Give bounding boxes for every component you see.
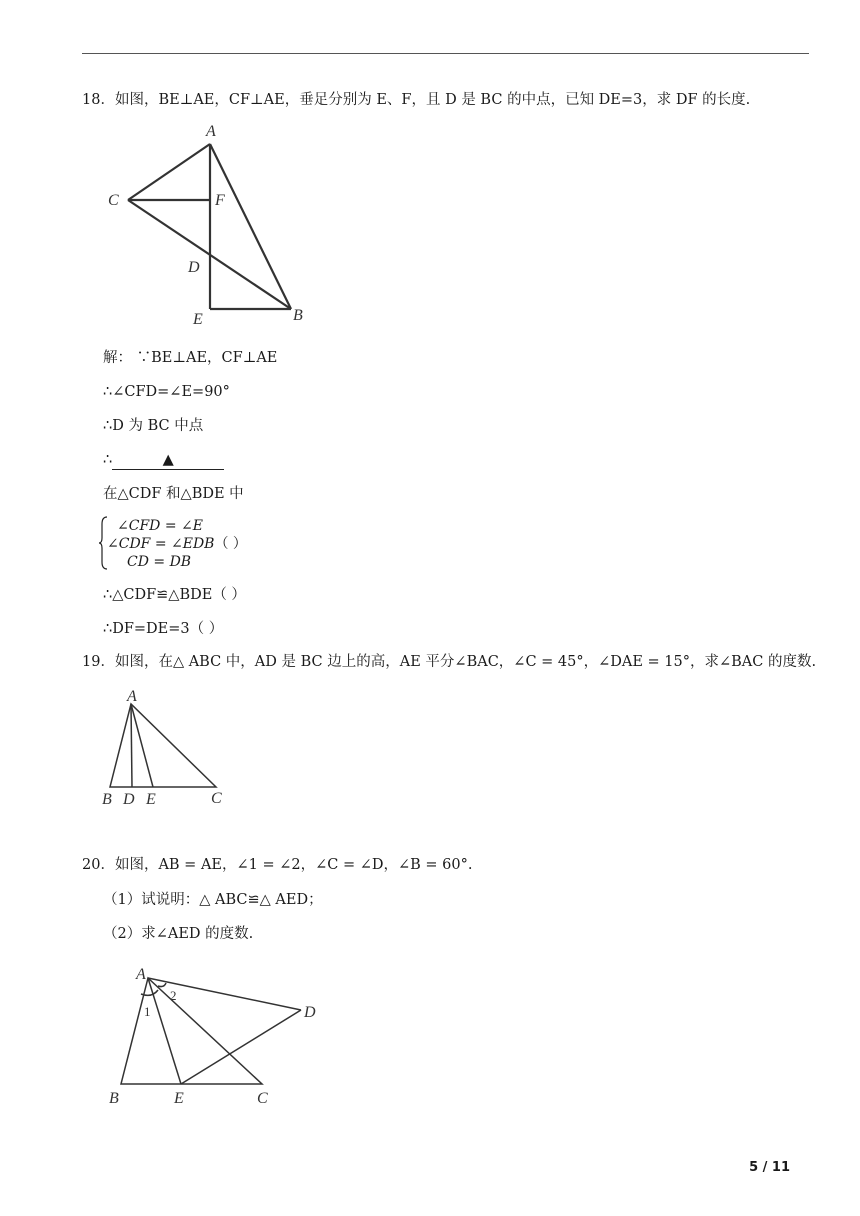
q20-label-E: E bbox=[174, 1090, 184, 1107]
q19-label-C: C bbox=[211, 790, 222, 807]
therefore-symbol: ∴ bbox=[103, 452, 113, 468]
q19-label-B: B bbox=[102, 791, 112, 808]
q19-label-E: E bbox=[146, 791, 156, 808]
q18-label-D: D bbox=[188, 259, 200, 276]
q18-label-F: F bbox=[215, 192, 225, 209]
q20-label-D: D bbox=[304, 1004, 316, 1021]
q20-angle-1: 1 bbox=[144, 1004, 151, 1019]
q19-stem: 19．如图，在△ ABC 中，AD 是 BC 边上的高，AE 平分∠BAC，∠C = 45°，∠DAE = 15°，求∠BAC 的度数. bbox=[82, 654, 817, 670]
system-line3: CD = DB bbox=[127, 554, 192, 570]
q18-solution-line5: 在△CDF 和△BDE 中 bbox=[103, 486, 244, 502]
reason-paren-1[interactable]: （ ） bbox=[214, 536, 247, 552]
q20-label-C: C bbox=[257, 1090, 268, 1107]
answer-blank[interactable]: ▲ bbox=[112, 451, 224, 470]
q20-part1: （1）试说明：△ ABC≌△ AED； bbox=[103, 892, 323, 908]
q20-figure bbox=[100, 960, 340, 1110]
q18-stem: 18．如图，BE⊥AE，CF⊥AE，垂足分别为 E、F，且 D 是 BC 的中点，已知 DE=3，求 DF 的长度. bbox=[82, 92, 751, 108]
q19-figure bbox=[98, 686, 238, 810]
q20-stem: 20．如图，AB = AE，∠1 = ∠2，∠C = ∠D，∠B = 60°. bbox=[82, 857, 473, 873]
q18-label-A: A bbox=[206, 123, 216, 140]
q18-figure bbox=[100, 120, 320, 330]
q18-solution-line1: 解： ∵BE⊥AE，CF⊥AE bbox=[103, 350, 278, 366]
q18-label-B: B bbox=[293, 307, 303, 324]
q20-angle-2: 2 bbox=[170, 988, 177, 1003]
q20-part2: （2）求∠AED 的度数. bbox=[103, 926, 254, 942]
q18-solution-line3: ∴D 为 BC 中点 bbox=[103, 418, 204, 434]
q18-solution-line6: ∴△CDF≌△BDE（ ） bbox=[103, 587, 246, 603]
page-number: 5 / 11 bbox=[749, 1160, 790, 1175]
header-rule bbox=[82, 53, 809, 54]
q18-label-E: E bbox=[193, 311, 203, 328]
q18-solution-line4 bbox=[103, 450, 224, 470]
q18-solution-line7: ∴DF=DE=3（ ） bbox=[103, 621, 224, 637]
q18-solution-line2: ∴∠CFD=∠E=90° bbox=[103, 384, 230, 400]
system-line1: ∠CFD = ∠E bbox=[117, 518, 203, 534]
system-line2: ∠CDF = ∠EDB（ ） bbox=[107, 536, 247, 552]
q19-label-A: A bbox=[127, 688, 137, 705]
q20-label-B: B bbox=[109, 1090, 119, 1107]
q18-label-C: C bbox=[108, 192, 119, 209]
q20-label-A: A bbox=[136, 966, 146, 983]
q19-label-D: D bbox=[123, 791, 135, 808]
